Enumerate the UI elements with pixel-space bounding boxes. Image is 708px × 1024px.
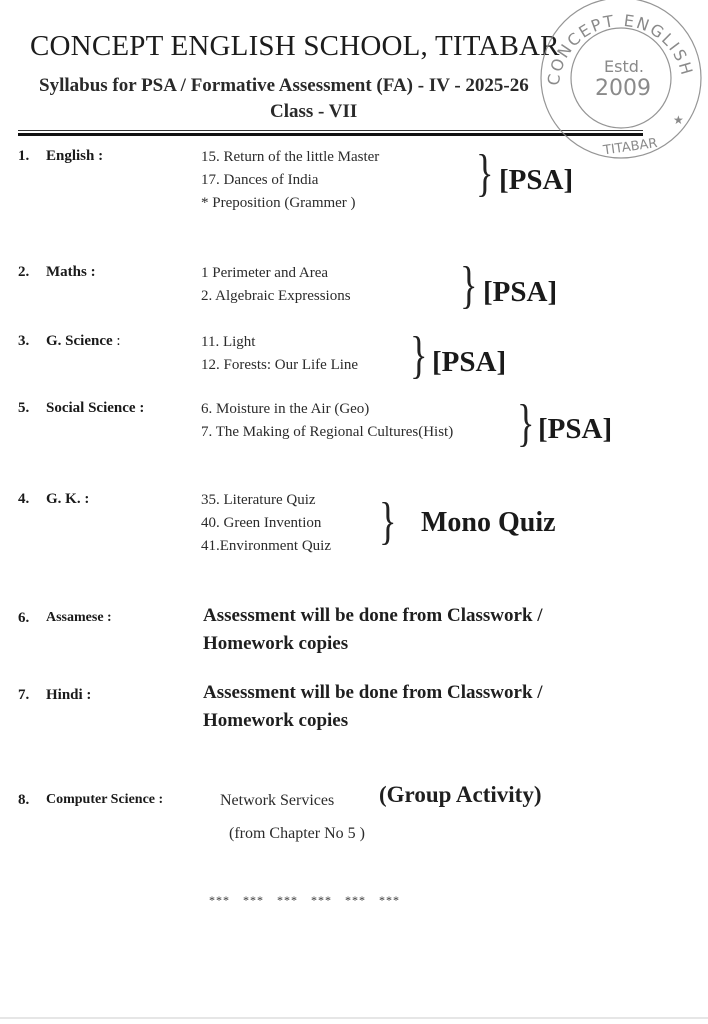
subject-name: Social Science : (46, 400, 145, 416)
assessment-note: Assessment will be done from Classwork / (203, 682, 543, 703)
stamp-estd: Estd. (604, 57, 644, 76)
topic: 12. Forests: Our Life Line (201, 357, 359, 373)
topic: 40. Green Invention (201, 515, 322, 531)
brace-icon: } (410, 327, 428, 384)
subject-name: Assamese : (46, 610, 112, 625)
school-stamp (533, 0, 705, 164)
assessment-tag: [PSA] (432, 346, 507, 378)
class-label: Class - VII (270, 101, 358, 122)
stamp-year: 2009 (595, 76, 651, 101)
topic: 15. Return of the little Master (201, 149, 380, 165)
assessment-tag: Mono Quiz (421, 507, 556, 538)
brace-icon: } (517, 395, 535, 452)
brace-icon: } (476, 145, 494, 202)
topic: Network Services (220, 792, 335, 809)
subject-name: Hindi : (46, 687, 92, 703)
subject-number: 4. (18, 491, 30, 507)
subject-name: G. Science : (46, 333, 121, 349)
subject-number: 1. (18, 148, 30, 164)
assessment-tag: [PSA] (538, 413, 613, 445)
end-separator: *** *** *** *** *** *** (209, 893, 400, 907)
assessment-note: Homework copies (203, 633, 349, 654)
subject-number: 7. (18, 687, 30, 703)
topic: 7. The Making of Regional Cultures(Hist) (201, 424, 454, 440)
subject-number: 2. (18, 264, 30, 280)
assessment-tag: [PSA] (483, 276, 558, 308)
topic: 35. Literature Quiz (201, 492, 316, 508)
topic: 41.Environment Quiz (201, 538, 331, 554)
subject-number: 3. (18, 333, 30, 349)
topic: 1 Perimeter and Area (201, 265, 329, 281)
page-edge (0, 1017, 708, 1019)
topic: 2. Algebraic Expressions (201, 288, 351, 304)
brace-icon: } (379, 493, 397, 550)
subject-name: English : (46, 148, 104, 164)
stamp-top-text: CONCEPT ENGLISH (543, 10, 697, 87)
topic: 11. Light (201, 334, 256, 350)
subject-number: 5. (18, 400, 30, 416)
subject-number: 8. (18, 792, 30, 808)
topic: 6. Moisture in the Air (Geo) (201, 401, 370, 417)
school-name: CONCEPT ENGLISH SCHOOL, TITABAR (30, 30, 560, 62)
brace-icon: } (460, 257, 478, 314)
assessment-note: Homework copies (203, 710, 349, 731)
chapter-note: (from Chapter No 5 ) (229, 825, 365, 842)
subject-name: Maths : (46, 264, 96, 280)
stamp-bottom-text: TITABAR (602, 135, 659, 159)
subject-name: G. K. : (46, 491, 90, 507)
assessment-tag: [PSA] (499, 164, 574, 196)
assessment-tag: (Group Activity) (379, 782, 542, 807)
topic: * Preposition (Grammer ) (201, 195, 356, 211)
subject-name: Computer Science : (46, 792, 164, 807)
topic: 17. Dances of India (201, 172, 319, 188)
subject-number: 6. (18, 610, 30, 626)
stamp-star-icon: ★ (673, 113, 684, 127)
assessment-note: Assessment will be done from Classwork / (203, 605, 543, 626)
syllabus-title: Syllabus for PSA / Formative Assessment (FA) - IV - 2025-26 (39, 75, 529, 96)
